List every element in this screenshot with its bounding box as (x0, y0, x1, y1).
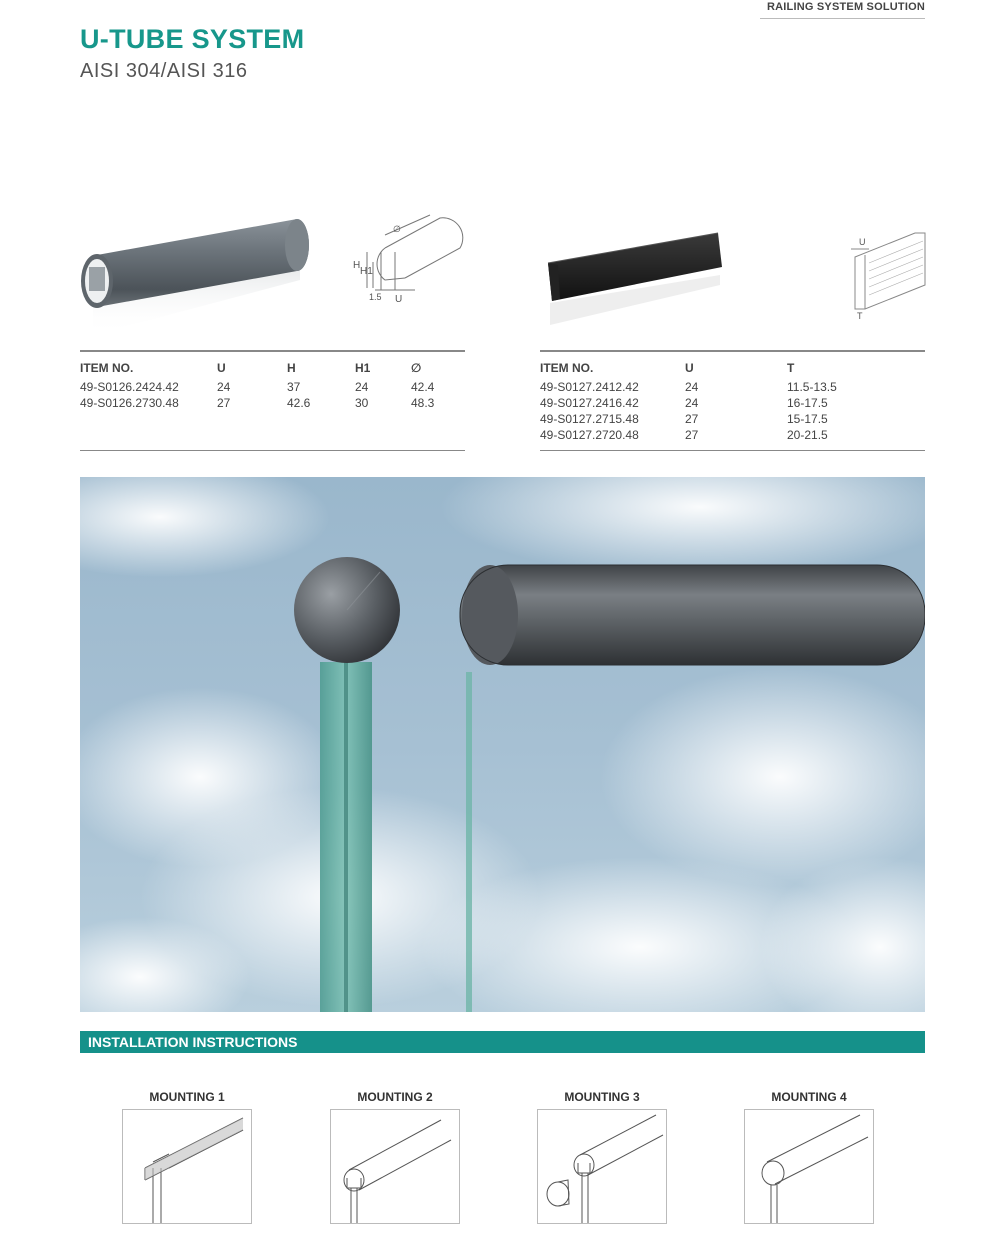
cell-item: 49-S0126.2730.48 (80, 396, 179, 410)
cell-u: 24 (217, 380, 231, 394)
installation-title: INSTALLATION INSTRUCTIONS (88, 1034, 298, 1050)
col-header-item: ITEM NO. (80, 351, 217, 379)
mounting-4-label: MOUNTING 4 (771, 1090, 847, 1104)
cell-h: 37 (287, 380, 301, 394)
page-subtitle: AISI 304/AISI 316 (80, 60, 248, 82)
cell-h1: 24 (355, 380, 369, 394)
u-tube-technical-drawing (345, 210, 475, 315)
col-header-h: H (287, 351, 355, 379)
t-label: T (857, 311, 863, 320)
cell-item: 49-S0127.2720.48 (540, 428, 639, 442)
table-row (540, 427, 925, 443)
cell-h1: 30 (355, 396, 369, 410)
col-header-t: T (787, 351, 925, 379)
mounting-1-diagram (122, 1109, 252, 1224)
col-header-u: U (217, 351, 287, 379)
mounting-2-diagram (330, 1109, 460, 1224)
railing-photo (80, 477, 925, 1012)
cell-t: 20-21.5 (787, 428, 828, 442)
mounting-4-diagram (744, 1109, 874, 1224)
mounting-1-label: MOUNTING 1 (149, 1090, 225, 1104)
table-divider (540, 450, 925, 451)
installation-header (80, 1031, 925, 1053)
cell-t: 11.5-13.5 (787, 380, 837, 394)
table-row (540, 411, 925, 427)
table-row (540, 379, 925, 395)
col-header-h1: H1 (355, 351, 411, 379)
col-header-diameter: ∅ (411, 351, 465, 379)
rubber-technical-drawing (845, 225, 927, 320)
spec-table-rubber (540, 350, 925, 443)
cell-item: 49-S0126.2424.42 (80, 380, 179, 394)
cell-u: 27 (685, 412, 699, 426)
cell-t: 15-17.5 (787, 412, 828, 426)
mounting-3-label: MOUNTING 3 (564, 1090, 640, 1104)
mounting-3-diagram (537, 1109, 667, 1224)
page-title: U-TUBE SYSTEM (80, 24, 305, 54)
cell-u: 27 (685, 428, 699, 442)
cell-item: 49-S0127.2412.42 (540, 380, 639, 394)
cell-item: 49-S0127.2416.42 (540, 396, 639, 410)
header-bar (760, 0, 925, 19)
cell-u: 27 (217, 396, 231, 410)
diameter-label: ∅ (393, 224, 401, 234)
cell-u: 24 (685, 380, 699, 394)
table-header-row (80, 351, 465, 379)
col-header-u: U (685, 351, 787, 379)
u-tube-image (75, 205, 315, 345)
cell-diameter: 48.3 (411, 396, 435, 410)
col-header-item: ITEM NO. (540, 351, 685, 379)
table-row (80, 395, 465, 411)
cell-u: 24 (685, 396, 699, 410)
cell-diameter: 42.4 (411, 380, 435, 394)
rubber-profile-image (540, 225, 730, 335)
cell-t: 16-17.5 (787, 396, 828, 410)
cell-h: 42.6 (287, 396, 311, 410)
thickness-label: 1.5 (369, 292, 382, 302)
cell-item: 49-S0127.2715.48 (540, 412, 639, 426)
h1-label: H1 (360, 266, 373, 277)
section-label: RAILING SYSTEM SOLUTION (767, 1, 925, 13)
h-label: H (353, 260, 361, 271)
table-divider (80, 450, 465, 451)
mounting-2-label: MOUNTING 2 (357, 1090, 433, 1104)
spec-table-u-tube (80, 350, 465, 411)
table-row (540, 395, 925, 411)
u-label: U (395, 294, 403, 305)
table-row (80, 379, 465, 395)
u-profile-label: U (859, 237, 866, 247)
table-header-row (540, 351, 925, 379)
